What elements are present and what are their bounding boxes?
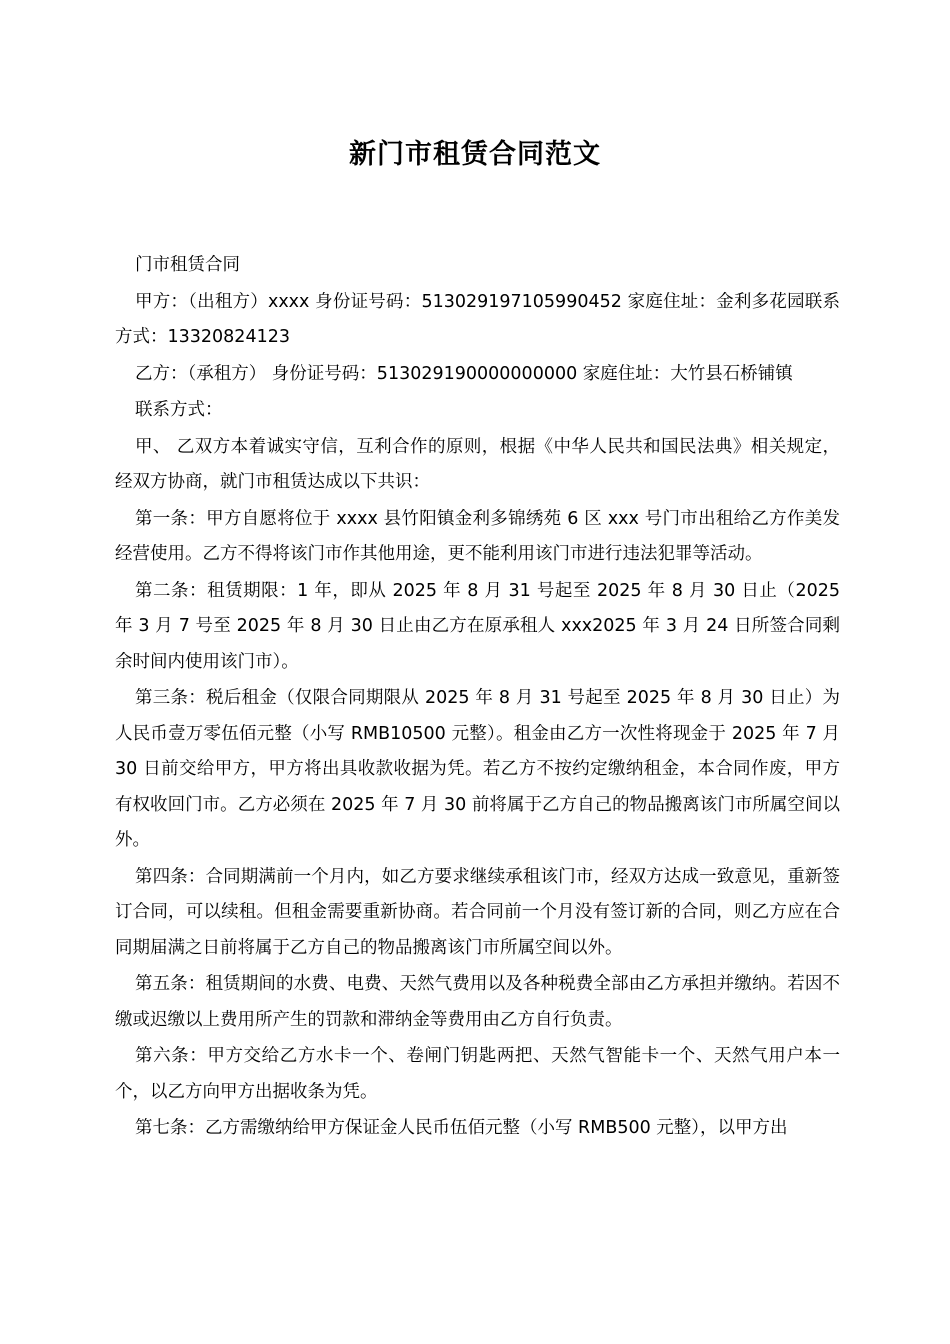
- document-body: [115, 248, 840, 1147]
- paragraph-article-2: 第二条：租赁期限：1 年，即从 2025 年 8 月 31 号起至 2025 年 8 月 30 日止（2025 年 3 月 7 号至 2025 年 8 月 30 日止由乙方在原承租人 xxx2025 年 3 月 24 日所签合同剩余时间内使用该门市）。: [115, 580, 840, 672]
- paragraph-preamble: 甲、 乙双方本着诚实守信，互利合作的原则，根据《中华人民共和国民法典》相关规定，经双方协商，就门市租赁达成以下共识：: [115, 436, 840, 492]
- paragraph-article-5: 第五条：租赁期间的水费、电费、天然气费用以及各种税费全部由乙方承担并缴纳。若因不缴或迟缴以上费用所产生的罚款和滞纳金等费用由乙方自行负责。: [115, 974, 840, 1030]
- paragraph-article-7: 第七条：乙方需缴纳给甲方保证金人民币伍佰元整（小写 RMB500 元整），以甲方出: [135, 1118, 788, 1138]
- paragraph-article-4: 第四条：合同期满前一个月内，如乙方要求继续承租该门市，经双方达成一致意见，重新签订合同，可以续租。但租金需要重新协商。若合同前一个月没有签订新的合同，则乙方应在合同期届满之日前将属于乙方自己的物品搬离该门市所属空间以外。: [115, 866, 840, 958]
- document-title: 新门市租赁合同范文: [349, 139, 601, 170]
- paragraph-article-6: 第六条：甲方交给乙方水卡一个、卷闸门钥匙两把、天然气智能卡一个、天然气用户本一个，以乙方向甲方出据收条为凭。: [115, 1046, 840, 1102]
- paragraph-party-a: 甲方：（出租方）xxxx 身份证号码：513029197105990452 家庭住址：金利多花园联系方式：13320824123: [115, 291, 840, 347]
- paragraph-party-b-contact: 联系方式：: [135, 400, 223, 420]
- paragraph-heading: 门市租赁合同: [135, 255, 240, 275]
- paragraph-party-b: 乙方：（承租方） 身份证号码：513029190000000000 家庭住址：大竹县石桥铺镇: [135, 363, 793, 384]
- paragraph-article-1: 第一条：甲方自愿将位于 xxxx 县竹阳镇金利多锦绣苑 6 区 xxx 号门市出租给乙方作美发经营使用。乙方不得将该门市作其他用途，更不能利用该门市进行违法犯罪等活动。: [115, 508, 840, 564]
- paragraph-article-3: 第三条：税后租金（仅限合同期限从 2025 年 8 月 31 号起至 2025 年 8 月 30 日止）为人民币壹万零伍佰元整（小写 RMB10500 元整）。租金由乙方一次性将现金于 2025 年 7 月 30 日前交给甲方，甲方将出具收款收据为凭。若乙方不按约定缴纳租金，本合同作废，甲方有权收回门市。乙方必须在 2025 年 7 月 30 前将属于乙方自己的物品搬离该门市所属空间以外。: [115, 688, 840, 850]
